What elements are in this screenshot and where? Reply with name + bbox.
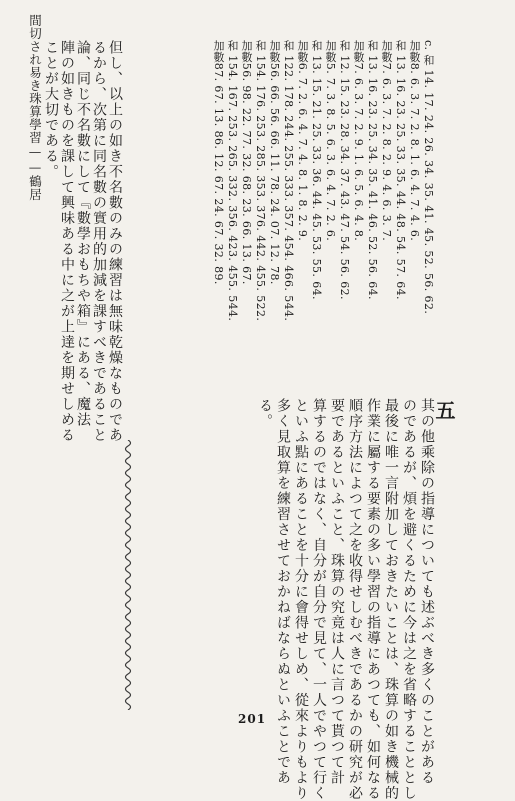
running-head: 間切され易き珠算學習——鶴居	[27, 14, 43, 201]
right-text-line-2: のであるが、煩を避くるために今は之を省略することとし	[401, 398, 417, 801]
page-number: 201	[238, 712, 267, 726]
table-line-5: 和 13. 16. 23. 25. 34. 35. 41. 46. 52. 56. 64.	[366, 40, 379, 300]
left-text-line-3: 論、同じ不名數にして『數學おもちや箱』にある、魔法	[75, 40, 91, 428]
right-text-line-4: 作業に屬する要素の多い學習の指導にあつても、如何なる	[365, 398, 381, 801]
table-line-9: 和 13. 15. 21. 25. 33. 36. 44. 45. 53. 55. 64.	[310, 40, 323, 300]
right-text-line-9: 多く見取算を練習させておかねばならぬといふことであ	[275, 398, 291, 786]
wavy-divider	[121, 440, 135, 710]
table-line-12: 加數56. 66. 56. 66. 11. 78. 24. 07. 12. 78.	[268, 40, 281, 285]
table-line-2: 加數8. 6. 3. 7. 2. 8. 1. 6. 4. 7. 4. 6.	[408, 40, 421, 242]
table-line-6: 加數7. 6. 3. 7. 2. 9. 1. 6. 5. 6. 4. 8.	[352, 40, 365, 242]
left-text-line-4: るから、次第に同名數の實用的加減を課すべきであること	[91, 40, 107, 443]
table-line-15: 和 154. 167. 253. 265. 332. 356. 423. 455. 544.	[226, 40, 239, 322]
table-line-8: 加數5. 7. 3. 8. 5. 6. 3. 6. 4. 7. 2. 6.	[324, 40, 337, 242]
left-text-line-2: 陣の如きものを課して興味ある中に之が上達を期せしめる	[59, 40, 75, 443]
left-text-line-5: 但し、以上の如き不名數のみの練習は無味乾燥なものであ	[107, 40, 123, 443]
table-line-7: 和 12. 15. 23. 28. 34. 37. 43. 47. 54. 56. 62.	[338, 40, 351, 300]
table-line-11: 和 122. 178. 244. 255. 333. 357. 454. 466. 544.	[282, 40, 295, 322]
right-text-line-5: 順序方法によつて之を收得せしむべきであるかの研究が必	[347, 398, 363, 801]
right-text-line-6: 要であるといふこと、珠算の究竟は人に言つて貰つて計	[329, 398, 345, 786]
table-line-10: 加數6. 7. 2. 6. 4. 7. 4. 8. 1. 8. 2. 9.	[296, 40, 309, 242]
table-line-14: 加數56. 98. 22. 77. 32. 68. 23. 66. 13. 67.	[240, 40, 253, 285]
table-line-13: 和 154. 176. 253. 285. 353. 376. 442. 455. 522.	[254, 40, 267, 322]
table-line-3: 和 13. 16. 23. 25. 33. 35. 44. 48. 54. 57. 64.	[394, 40, 407, 300]
right-text-line-7: 算するのではなく、自分が自分で見て、一人でやつて行く	[311, 398, 327, 801]
right-text-line-3: 最後に唯一言附加しておきたいことは、珠算の如き機械的	[383, 398, 399, 801]
right-text-line-10: る。	[257, 398, 273, 429]
table-line-16: 加數87. 67. 13. 86. 12. 67. 24. 67. 32. 89.	[212, 40, 225, 285]
table-line-4: 加數7. 6. 3. 7. 2. 8. 2. 9. 4. 6. 3. 7.	[380, 40, 393, 242]
section-numeral: 五	[432, 400, 456, 420]
right-text-line-1: 其の他乘除の指導についても述ぶべき多くのことがある	[419, 398, 435, 786]
right-text-line-8: といふ點にあることを十分に會得せしめ、從來よりもより	[293, 398, 309, 801]
left-text-line-1: ことが大切である。	[43, 40, 59, 180]
table-line-1: c. 和 14. 17. 24. 26. 34. 35. 41. 45. 52. 56. 62.	[422, 40, 435, 315]
